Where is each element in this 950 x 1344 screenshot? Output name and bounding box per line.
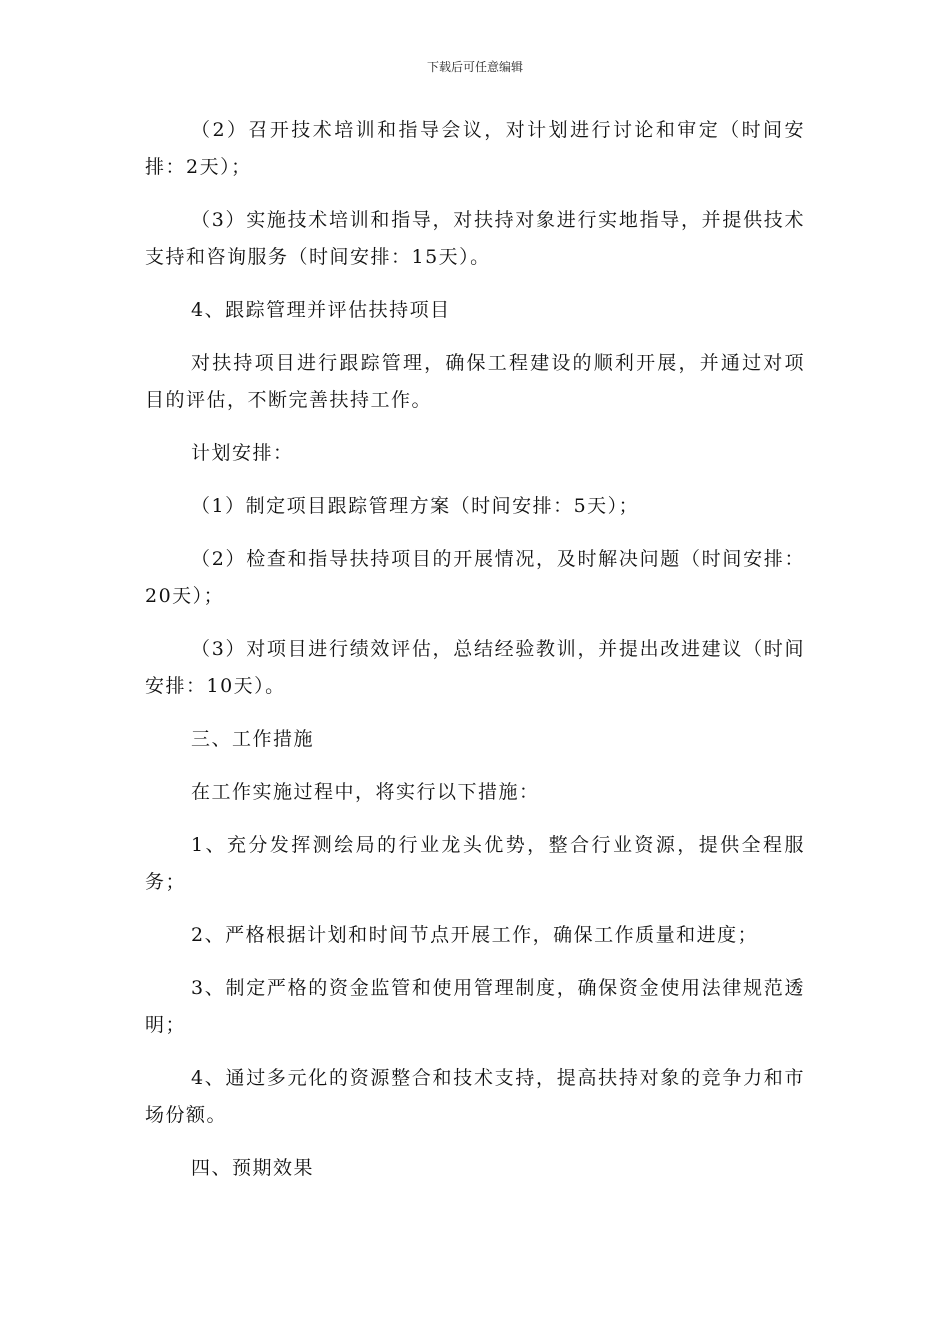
paragraph: （3）实施技术培训和指导，对扶持对象进行实地指导，并提供技术支持和咨询服务（时间安排：15天）。 (145, 209, 805, 268)
paragraph: 3、制定严格的资金监管和使用管理制度，确保资金使用法律规范透明； (145, 977, 805, 1036)
section-heading: 4、跟踪管理并评估扶持项目 (191, 299, 451, 321)
section-heading: 四、预期效果 (191, 1157, 315, 1179)
paragraph: （1）制定项目跟踪管理方案（时间安排：5天）； (191, 495, 640, 517)
paragraph: （3）对项目进行绩效评估，总结经验教训，并提出改进建议（时间安排：10天）。 (145, 638, 805, 697)
paragraph: 在工作实施过程中，将实行以下措施： (191, 781, 540, 803)
paragraph: （2）检查和指导扶持项目的开展情况，及时解决问题（时间安排：20天）； (145, 548, 805, 607)
paragraph: 2、严格根据计划和时间节点开展工作，确保工作质量和进度； (191, 924, 759, 946)
paragraph: （2）召开技术培训和指导会议，对计划进行讨论和审定（时间安排：2天）； (145, 119, 805, 178)
paragraph: 计划安排： (191, 442, 294, 464)
paragraph: 对扶持项目进行跟踪管理，确保工程建设的顺利开展，并通过对项目的评估，不断完善扶持工作。 (145, 352, 805, 411)
header-note: 下载后可任意编辑 (426, 60, 523, 74)
section-heading: 三、工作措施 (191, 728, 315, 750)
paragraph: 4、通过多元化的资源整合和技术支持，提高扶持对象的竞争力和市场份额。 (145, 1067, 805, 1126)
document-body (145, 112, 805, 1203)
paragraph: 1、充分发挥测绘局的行业龙头优势，整合行业资源，提供全程服务； (145, 834, 805, 893)
